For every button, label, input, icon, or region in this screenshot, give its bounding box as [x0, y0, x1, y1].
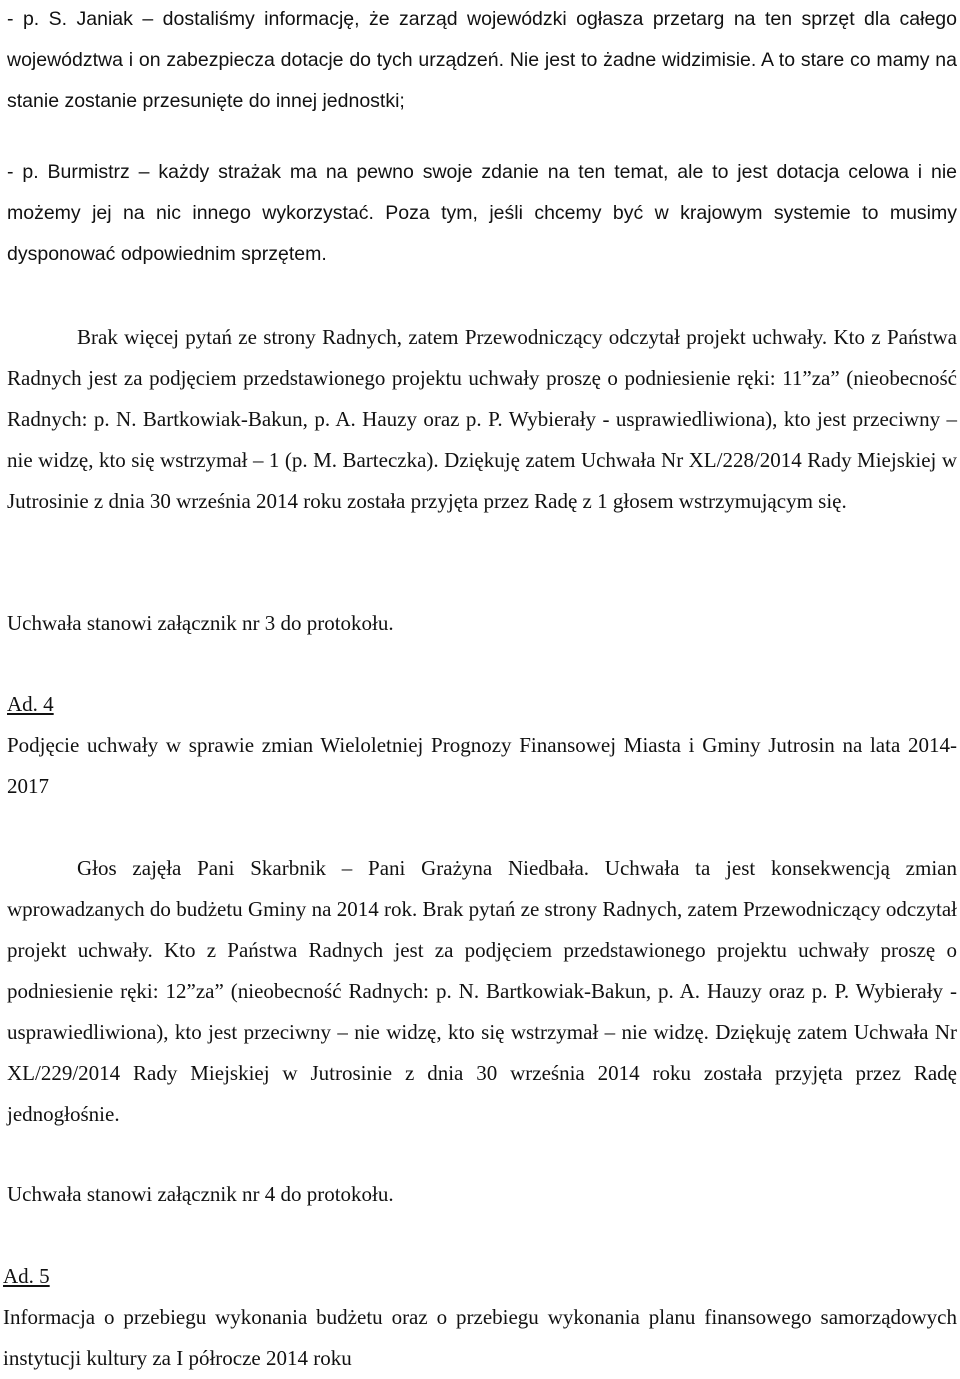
agenda-item-4-title: Podjęcie uchwały w sprawie zmian Wieloletniej Prognozy Finansowej Miasta i Gminy Jutrosin na lata 2014-2017 [7, 733, 957, 798]
agenda-heading-ad5: Ad. 5 [3, 1264, 50, 1288]
agenda-heading-ad4: Ad. 4 [7, 692, 54, 716]
paragraph-janiak-statement: - p. S. Janiak – dostaliśmy informację, że zarząd wojewódzki ogłasza przetarg na ten sprzęt dla całego województwa i on zabezpiecza dotacje do tych urządzeń. Nie jest to żadne widzimisie. A to stare co mamy na stanie zostanie przesunięte do innej jednostki; [7, 8, 957, 112]
attachment-note-4: Uchwała stanowi załącznik nr 4 do protokołu. [7, 1182, 394, 1206]
paragraph-burmistrz-statement: - p. Burmistrz – każdy strażak ma na pewno swoje zdanie na ten temat, ale to jest dotacja celowa i nie możemy jej na nic innego wykorzystać. Poza tym, jeśli chcemy być w krajowym systemie to musimy dysponować odpowiednim sprzętem. [7, 161, 957, 265]
agenda-item-5-title: Informacja o przebiegu wykonania budżetu oraz o przebiegu wykonania planu finansowego samorządowych instytucji kultury za I półrocze 2014 roku [3, 1305, 957, 1370]
attachment-note-3: Uchwała stanowi załącznik nr 3 do protokołu. [7, 611, 394, 635]
paragraph-vote-resolution-228: Brak więcej pytań ze strony Radnych, zatem Przewodniczący odczytał projekt uchwały. Kto z Państwa Radnych jest za podjęciem przedstawionego projektu uchwały proszę o podniesienie ręki: 11”za” (nieobecność Radnych: p. N. Bartkowiak-Bakun, p. A. Hauzy oraz p. P. Wybierały - usprawiedliwiona), kto jest przeciwny – nie widzę, kto się wstrzymał – 1 (p. M. Barteczka). Dziękuję zatem Uchwała Nr XL/228/2014 Rady Miejskiej w Jutrosinie z dnia 30 września 2014 roku została przyjęta przez Radę z 1 głosem wstrzymującym się. [7, 325, 957, 513]
paragraph-vote-resolution-229: Głos zajęła Pani Skarbnik – Pani Grażyna Niedbała. Uchwała ta jest konsekwencją zmian wprowadzanych do budżetu Gminy na 2014 rok. Brak pytań ze strony Radnych, zatem Przewodniczący odczytał projekt uchwały. Kto z Państwa Radnych jest za podjęciem przedstawionego projektu uchwały proszę o podniesienie ręki: 12”za” (nieobecność Radnych: p. N. Bartkowiak-Bakun, p. A. Hauzy oraz p. P. Wybierały - usprawiedliwiona), kto jest przeciwny – nie widzę, kto się wstrzymał – nie widzę. Dziękuję zatem Uchwała Nr XL/229/2014 Rady Miejskiej w Jutrosinie z dnia 30 września 2014 roku została przyjęta przez Radę jednogłośnie. [7, 856, 957, 1126]
